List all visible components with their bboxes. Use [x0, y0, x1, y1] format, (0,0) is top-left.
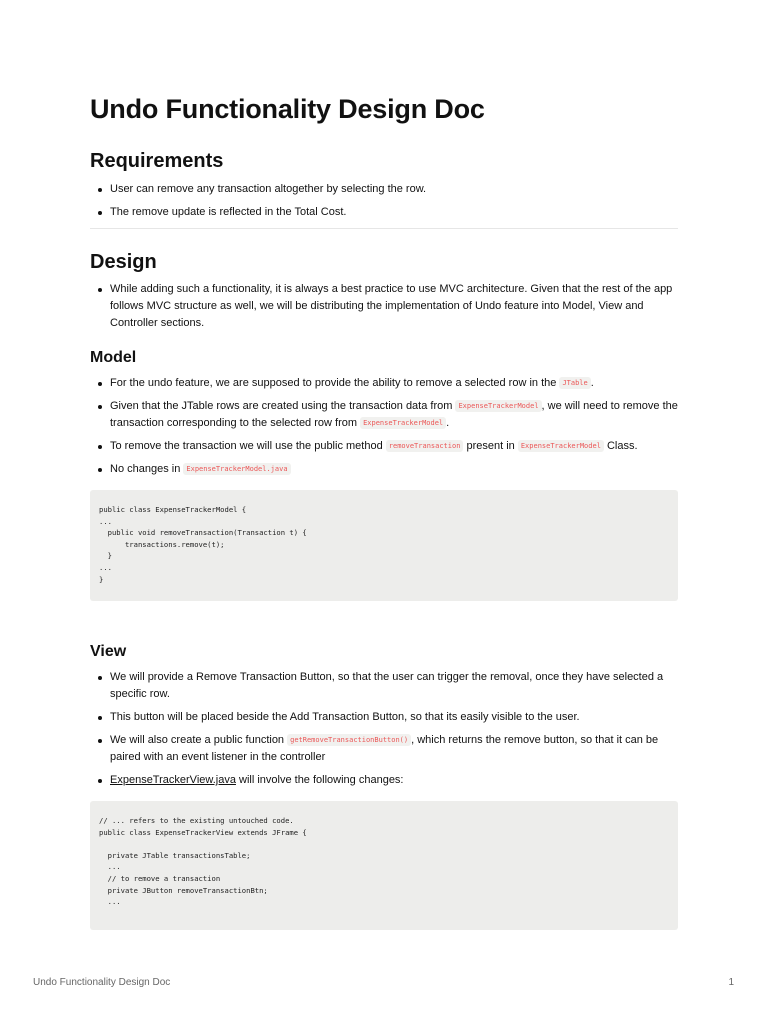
text: We will also create a public function [110, 734, 288, 746]
text: No changes in [110, 463, 184, 475]
view-list [90, 669, 678, 795]
list-item: This button will be placed beside the Add Transaction Button, so that its easily visible to the user. [90, 709, 678, 726]
text: , which returns the remove button, so that it can be paired with an event listener in the controller [110, 734, 659, 763]
list-item [90, 461, 678, 478]
page-number: 1 [728, 977, 734, 988]
design-list [90, 281, 678, 338]
text: . [446, 417, 450, 429]
text: . [590, 377, 594, 389]
text: Class. [603, 440, 638, 452]
view-code-block: // ... refers to the existing untouched code. public class ExpenseTrackerView extends JFrame { private JTable transactionsTable; ... // to remove a transaction private JButton removeTransactionBtn; ... [90, 801, 678, 930]
footer-title: Undo Functionality Design Doc [33, 977, 171, 988]
inline-code: ExpenseTrackerModel.java [183, 463, 290, 475]
text: For the undo feature, we are supposed to provide the ability to remove a selected row in the [110, 377, 560, 389]
text: To remove the transaction we will use the public method [110, 440, 386, 452]
view-heading: View [90, 643, 127, 660]
list-item [90, 772, 678, 789]
list-item [90, 438, 678, 455]
inline-code: JTable [559, 377, 590, 389]
section-divider [90, 228, 678, 229]
list-item: The remove update is reflected in the Total Cost. [90, 204, 678, 221]
inline-code: ExpenseTrackerModel [360, 417, 446, 429]
inline-code: ExpenseTrackerModel [518, 440, 604, 452]
model-code-block: public class ExpenseTrackerModel { ... public void removeTransaction(Transaction t) { transactions.remove(t); } ... } [90, 490, 678, 601]
inline-code: removeTransaction [386, 440, 464, 452]
text: Given that the JTable rows are created using the transaction data from [110, 400, 456, 412]
requirements-heading: Requirements [90, 150, 224, 172]
list-item [90, 398, 678, 432]
list-item [90, 375, 678, 392]
text: will involve the following changes: [235, 774, 404, 786]
list-item: While adding such a functionality, it is always a best practice to use MVC architecture. Given that the rest of the app follows MVC structure as well, we will be distributing the implementation of Undo feature into Model, View and Controller sections. [90, 281, 678, 332]
requirements-list [90, 181, 678, 227]
file-link[interactable]: ExpenseTrackerView.java [110, 774, 236, 786]
list-item: We will provide a Remove Transaction Button, so that the user can trigger the removal, once they have selected a specific row. [90, 669, 678, 703]
inline-code: ExpenseTrackerModel [455, 400, 541, 412]
list-item [90, 732, 678, 766]
inline-code: getRemoveTransactionButton() [287, 734, 411, 746]
model-list [90, 375, 678, 484]
page-title: Undo Functionality Design Doc [90, 94, 485, 124]
list-item: User can remove any transaction altogether by selecting the row. [90, 181, 678, 198]
text: , we will need to remove the transaction corresponding to the selected row from [110, 400, 678, 429]
design-heading: Design [90, 251, 157, 273]
model-heading: Model [90, 349, 137, 366]
text: present in [463, 440, 518, 452]
